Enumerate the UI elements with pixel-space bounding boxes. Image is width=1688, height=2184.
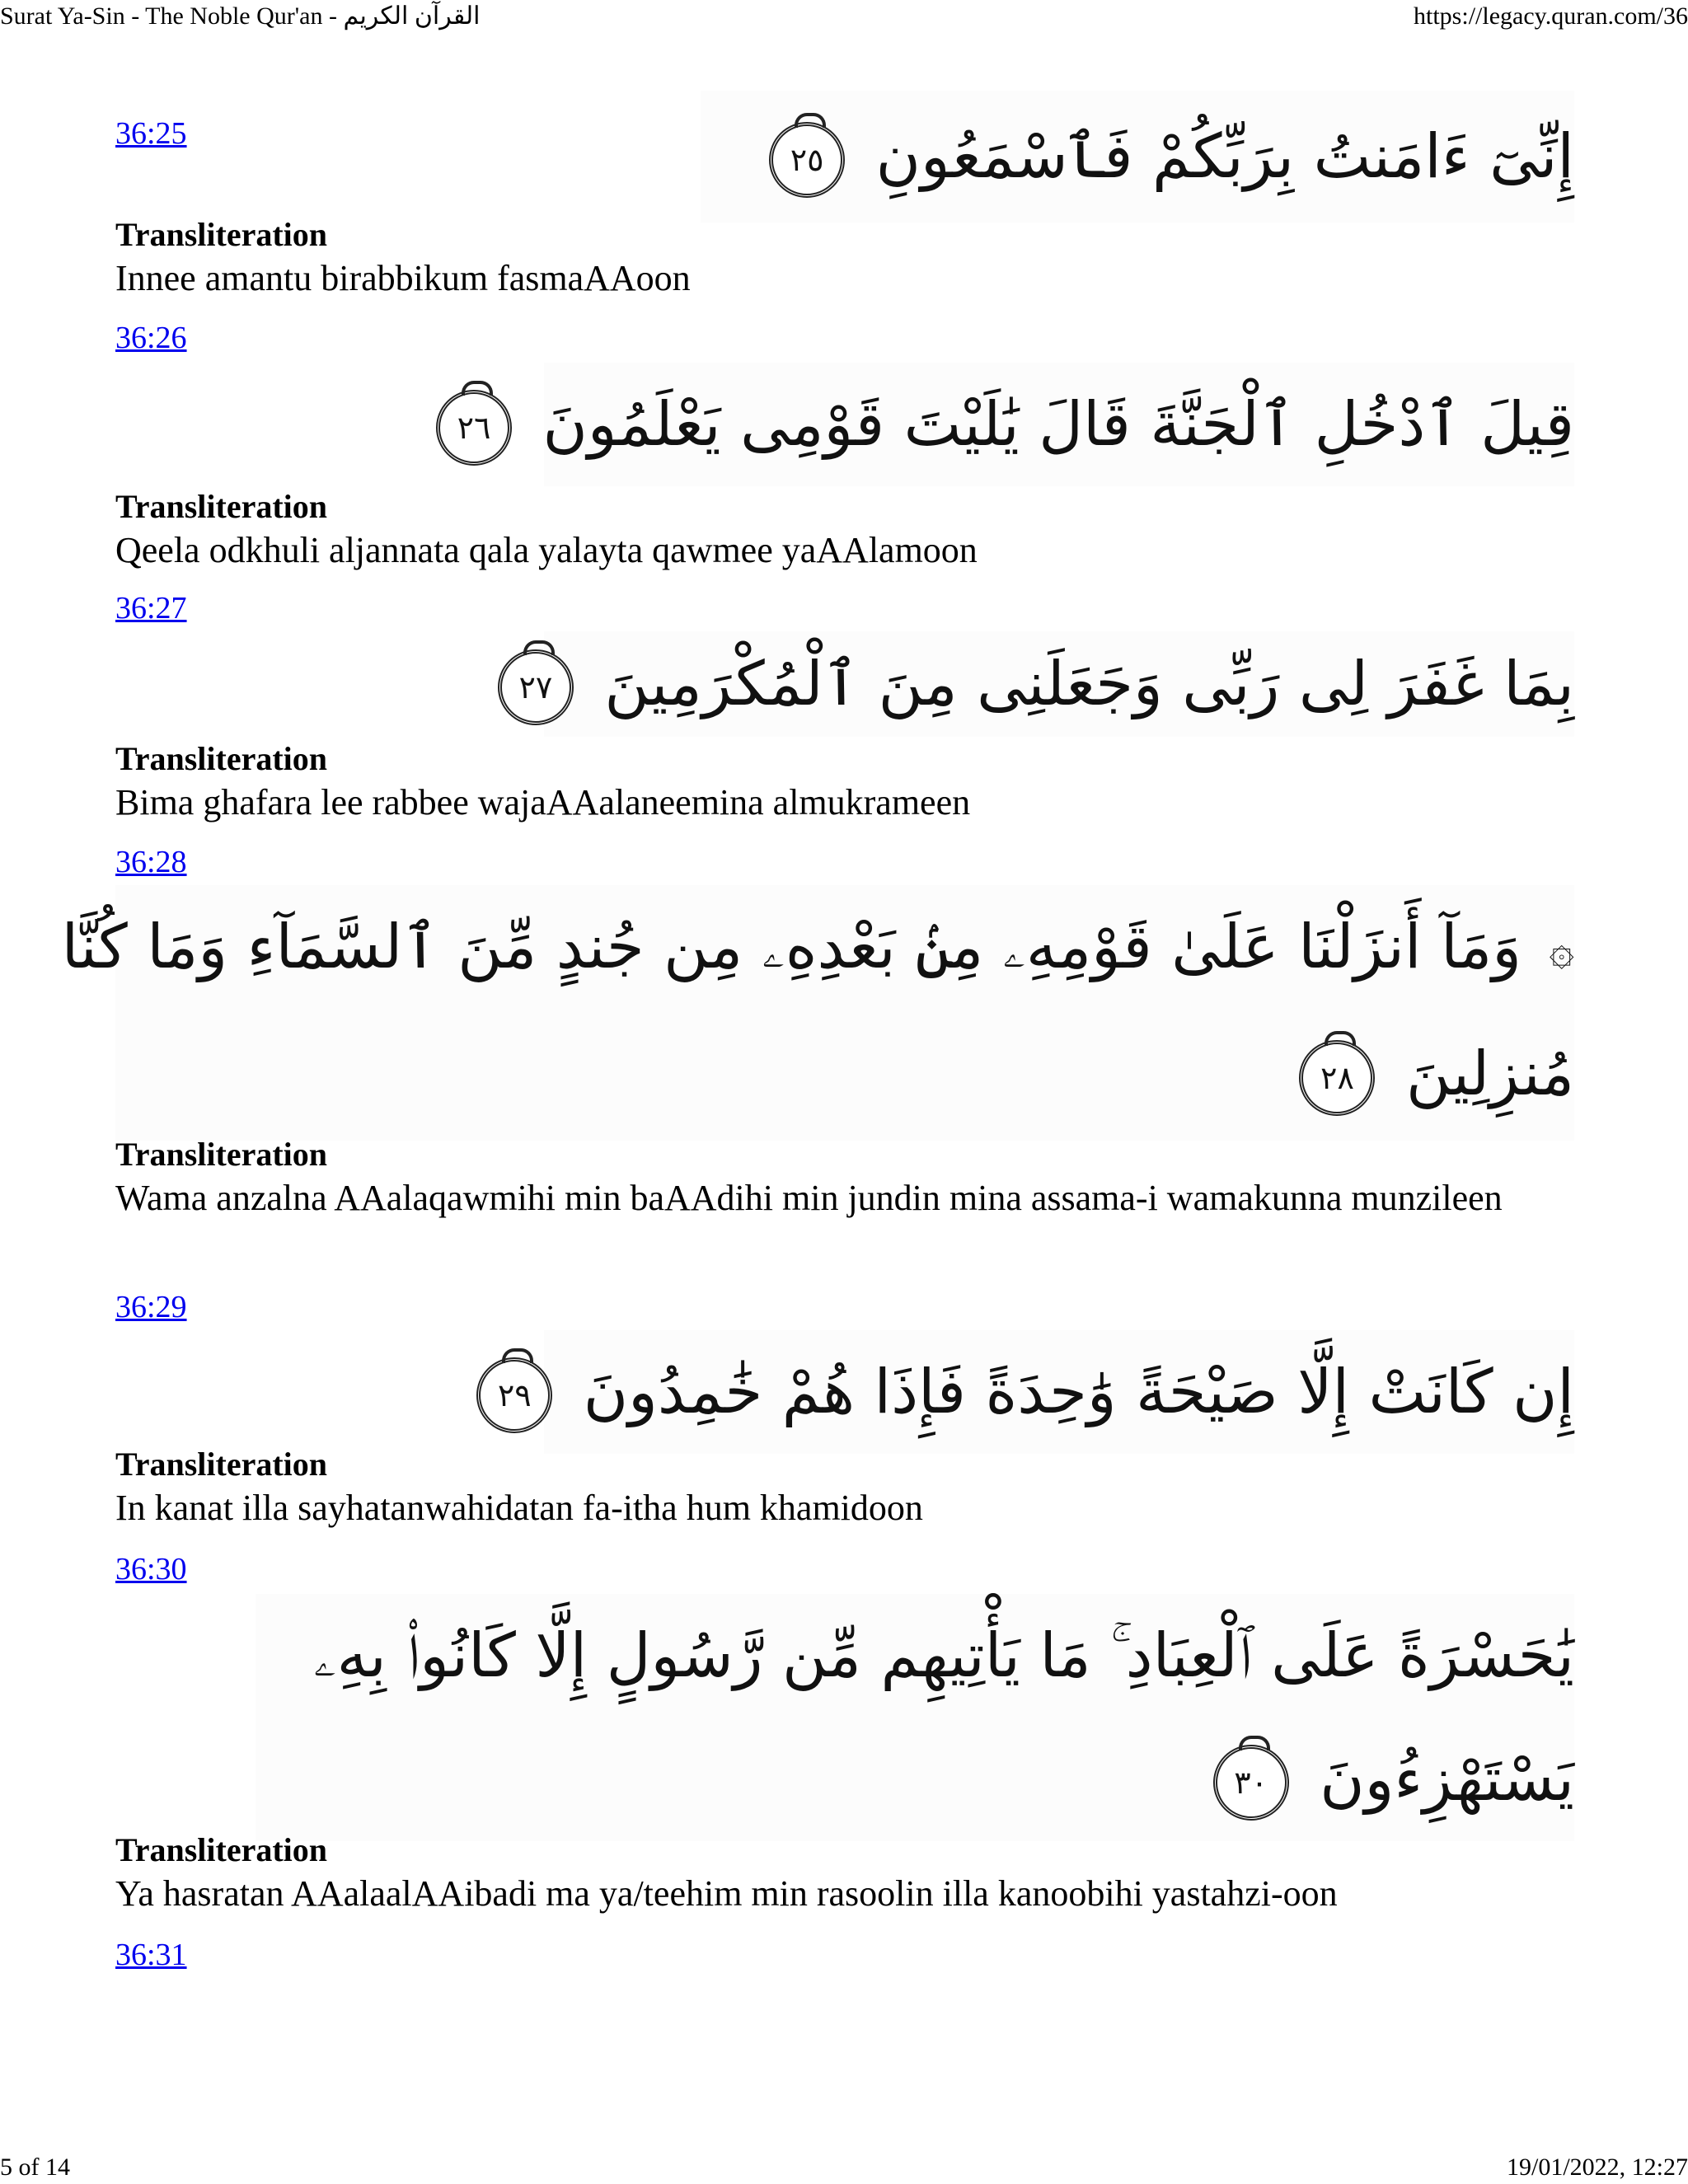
verse-link[interactable]: 36:31: [115, 1938, 187, 1972]
verse-36-25: [115, 115, 1574, 298]
ayah-number-marker: ٣٠: [1213, 1745, 1289, 1821]
arabic-verse-text: [701, 91, 1574, 223]
transliteration-label: Transliteration: [115, 740, 328, 777]
page-title: Surat Ya-Sin - The Noble Qur'an - القرآن الكريم: [0, 2, 481, 30]
page-number: 5 of 14: [0, 2154, 70, 2181]
arabic-line: وَمَآ أَنزَلْنَا عَلَىٰ قَوْمِهِۦ مِنۢ بَعْدِهِۦ مِن جُندٍ مِّنَ ٱلسَّمَآءِ وَمَا كُنَّا: [61, 912, 1522, 982]
arabic-line: قِيلَ ٱدْخُلِ ٱلْجَنَّةَ قَالَ يَٰلَيْتَ قَوْمِى يَعْلَمُونَ: [542, 389, 1574, 460]
arabic-line: إِنِّىٓ ءَامَنتُ بِرَبِّكُمْ فَٱسْمَعُونِ: [875, 121, 1574, 192]
verse-link[interactable]: 36:26: [115, 321, 187, 355]
verse-link[interactable]: 36:25: [115, 116, 187, 151]
verse-36-30: [115, 1551, 1574, 1914]
arabic-verse-text: [497, 1330, 1574, 1454]
verse-36-27: [115, 590, 1574, 823]
sajdah-star-icon: ۞: [1549, 926, 1574, 976]
ayah-number-marker: ٢٥: [769, 122, 845, 198]
arabic-line: يَٰحَسْرَةً عَلَى ٱلْعِبَادِ ۚ مَا يَأْتِيهِم مِّن رَّسُولٍ إِلَّا كَانُوا۟ بِهِۦ: [313, 1620, 1574, 1691]
transliteration-text: In kanat illa sayhatanwahidatan fa-itha hum khamidoon: [115, 1488, 923, 1528]
ayah-number-marker: ٢٧: [498, 649, 574, 725]
transliteration-text: Qeela odkhuli aljannata qala yalayta qawmee yaAAlamoon: [115, 530, 978, 570]
arabic-line: بِمَا غَفَرَ لِى رَبِّى وَجَعَلَنِى مِنَ ٱلْمُكْرَمِينَ: [604, 649, 1574, 719]
transliteration-label: Transliteration: [115, 488, 328, 525]
arabic-verse-text: [457, 363, 1574, 486]
arabic-line: مُنزِلِينَ: [1405, 1038, 1574, 1110]
verse-link[interactable]: 36:29: [115, 1290, 187, 1324]
verse-36-31: [115, 1937, 1574, 1973]
arabic-line: إِن كَانَتْ إِلَّا صَيْحَةً وَٰحِدَةً فَإِذَا هُمْ خَٰمِدُونَ: [583, 1357, 1574, 1427]
verse-link[interactable]: 36:28: [115, 845, 187, 879]
verse-36-28: [61, 844, 1574, 1218]
ayah-number-marker: ٢٦: [436, 390, 512, 466]
arabic-verse-text: [256, 1594, 1574, 1841]
print-header: [0, 2, 1688, 31]
ayah-number-marker: ٢٩: [476, 1357, 552, 1433]
verse-36-26: [115, 320, 1574, 570]
verse-link[interactable]: 36:27: [115, 591, 187, 626]
arabic-line: يَسْتَهْزِءُونَ: [1320, 1744, 1574, 1815]
transliteration-label: Transliteration: [115, 1446, 328, 1483]
print-datetime: 19/01/2022, 12:27: [1506, 2154, 1688, 2181]
transliteration-text: Innee amantu birabbikum fasmaAAoon: [115, 258, 691, 298]
transliteration-text: Wama anzalna AAalaqawmihi min baAAdihi min jundin mina assama-i wamakunna munzileen: [115, 1178, 1503, 1218]
transliteration-label: Transliteration: [115, 216, 328, 253]
ayah-number-marker: ٢٨: [1299, 1040, 1375, 1116]
verse-36-29: [115, 1289, 1574, 1528]
page-url: https://legacy.quran.com/36: [1414, 2, 1688, 30]
transliteration-label: Transliteration: [115, 1136, 328, 1173]
transliteration-label: Transliteration: [115, 1831, 328, 1868]
arabic-verse-text: [61, 885, 1574, 1141]
arabic-verse-text: [518, 631, 1574, 737]
verse-link[interactable]: 36:30: [115, 1552, 187, 1586]
transliteration-text: Ya hasratan AAalaalAAibadi ma ya/teehim min rasoolin illa kanoobihi yastahzi-oon: [115, 1873, 1338, 1914]
transliteration-text: Bima ghafara lee rabbee wajaAAalaneemina almukrameen: [115, 782, 971, 823]
print-footer: [0, 2153, 1688, 2182]
